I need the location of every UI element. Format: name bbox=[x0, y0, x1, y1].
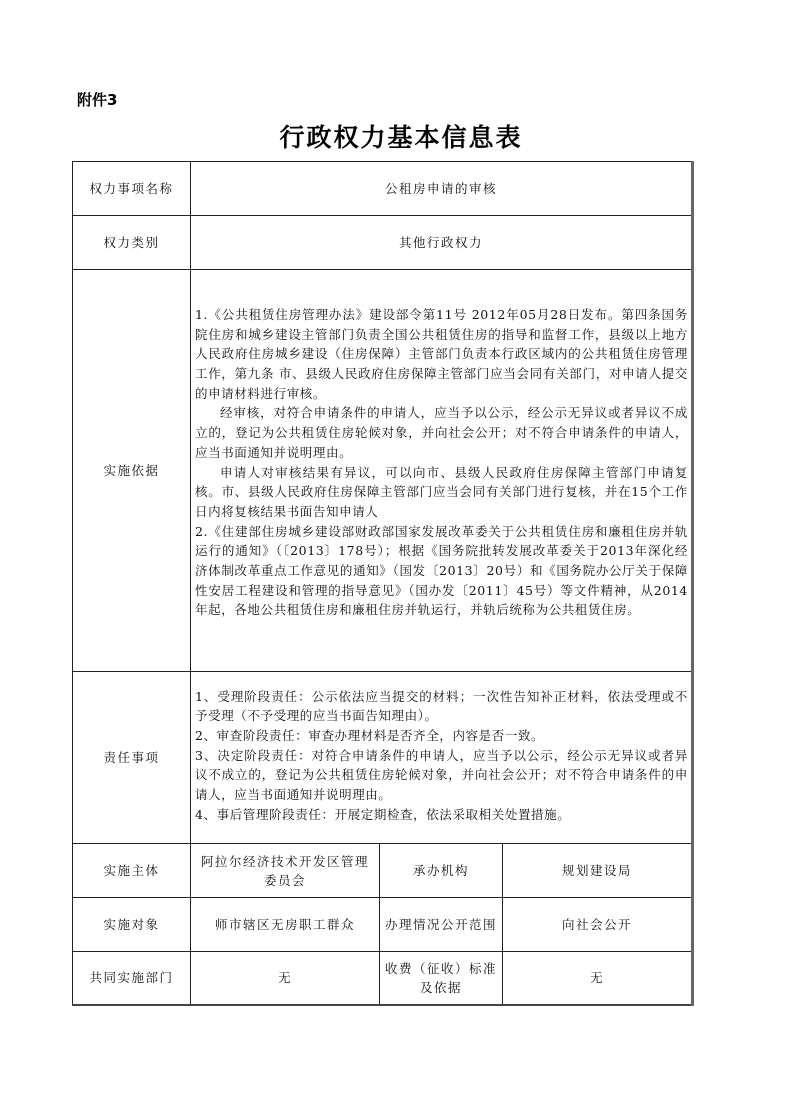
handling-agency-value: 规划建设局 bbox=[503, 844, 693, 898]
legal-basis-paragraph: 经审核，对符合申请条件的申请人，应当予以公示，经公示无异议或者异议不成立的，登记为公共租赁住房轮候对象，并向社会公开；对不符合申请条件的申请人，应当书面通知并说明理由。 bbox=[195, 405, 688, 460]
attachment-label: 附件3 bbox=[77, 91, 118, 109]
implementing-body-label: 实施主体 bbox=[73, 844, 191, 898]
power-category-value: 其他行政权力 bbox=[191, 216, 693, 270]
power-name-value: 公租房申请的审核 bbox=[191, 162, 693, 216]
disclosure-scope-label: 办理情况公开范围 bbox=[380, 898, 503, 952]
row-responsibilities bbox=[73, 672, 693, 844]
handling-agency-label: 承办机构 bbox=[380, 844, 503, 898]
legal-basis-paragraph: 申请人对审核结果有异议，可以向市、县级人民政府住房保障主管部门申请复核。市、县级人民政府住房保障主管部门应当会同有关部门进行复核，并在15个工作日内将复核结果书面告知申请人 bbox=[195, 464, 688, 519]
row-power-name bbox=[73, 162, 693, 216]
target-label: 实施对象 bbox=[73, 898, 191, 952]
joint-departments-label: 共同实施部门 bbox=[73, 952, 191, 1005]
fee-standard-label: 收费（征收）标准及依据 bbox=[380, 952, 503, 1005]
responsibility-item: 3、决定阶段责任：对符合申请条件的申请人，应当予以公示，经公示无异议或者异议不成立的，登记为公共租赁住房轮候对象，并向社会公开；对不符合申请条件的申请人，应当书面通知并说明理由。 bbox=[195, 747, 688, 803]
page-title-text: 行政权力基本信息表 bbox=[279, 123, 523, 152]
target-value: 师市辖区无房职工群众 bbox=[191, 898, 380, 952]
power-category-label: 权力类别 bbox=[73, 216, 191, 270]
fee-standard-value: 无 bbox=[503, 952, 693, 1005]
row-target bbox=[73, 898, 693, 952]
legal-basis-label: 实施依据 bbox=[73, 270, 191, 672]
implementing-body-value: 阿拉尔经济技术开发区管理委员会 bbox=[191, 844, 380, 898]
responsibility-item: 4、事后管理阶段责任：开展定期检查，依法采取相关处置措施。 bbox=[195, 806, 571, 822]
legal-basis-content bbox=[191, 270, 693, 672]
responsibilities-content bbox=[191, 672, 693, 844]
legal-basis-paragraph: 2.《住建部住房城乡建设部财政部国家发展改革委关于公共租赁住房和廉租住房并轨运行的通知》（〔2013〕178号）；根据《国务院批转发展改革委关于2013年深化经济体制改革重点工作意见的通知》（国发〔2013〕20号）和《国务院办公厅关于保障性安居工程建设和管理的指导意见》（国办发〔2011〕45号）等文件精神，从2014年起，各地公共租赁住房和廉租住房并轨运行，并轨后统称为公共租赁住房。 bbox=[195, 523, 688, 618]
responsibilities-label: 责任事项 bbox=[73, 672, 191, 844]
page-title bbox=[0, 118, 794, 154]
responsibility-item: 1、受理阶段责任：公示依法应当提交的材料；一次性告知补正材料，依法受理或不予受理（不予受理的应当书面告知理由）。 bbox=[195, 688, 688, 724]
joint-departments-value: 无 bbox=[191, 952, 380, 1005]
power-info-table bbox=[72, 161, 694, 1006]
legal-basis-paragraph: 1.《公共租赁住房管理办法》建设部令第11号 2012年05月28日发布。第四条国务院住房和城乡建设主管部门负责全国公共租赁住房的指导和监督工作，县级以上地方人民政府住房城乡建设（住房保障）主管部门负责本行政区域内的公共租赁住房管理工作，第九条 市、县级人民政府住房保障主管部门应当会同有关部门，对申请人提交的申请材料进行审核。 bbox=[195, 306, 688, 401]
row-joint-departments bbox=[73, 952, 693, 1005]
row-power-category bbox=[73, 216, 693, 270]
disclosure-scope-value: 向社会公开 bbox=[503, 898, 693, 952]
responsibility-item: 2、审查阶段责任：审查办理材料是否齐全，内容是否一致。 bbox=[195, 727, 545, 743]
power-name-label: 权力事项名称 bbox=[73, 162, 191, 216]
row-legal-basis bbox=[73, 270, 693, 672]
row-implementing-body bbox=[73, 844, 693, 898]
